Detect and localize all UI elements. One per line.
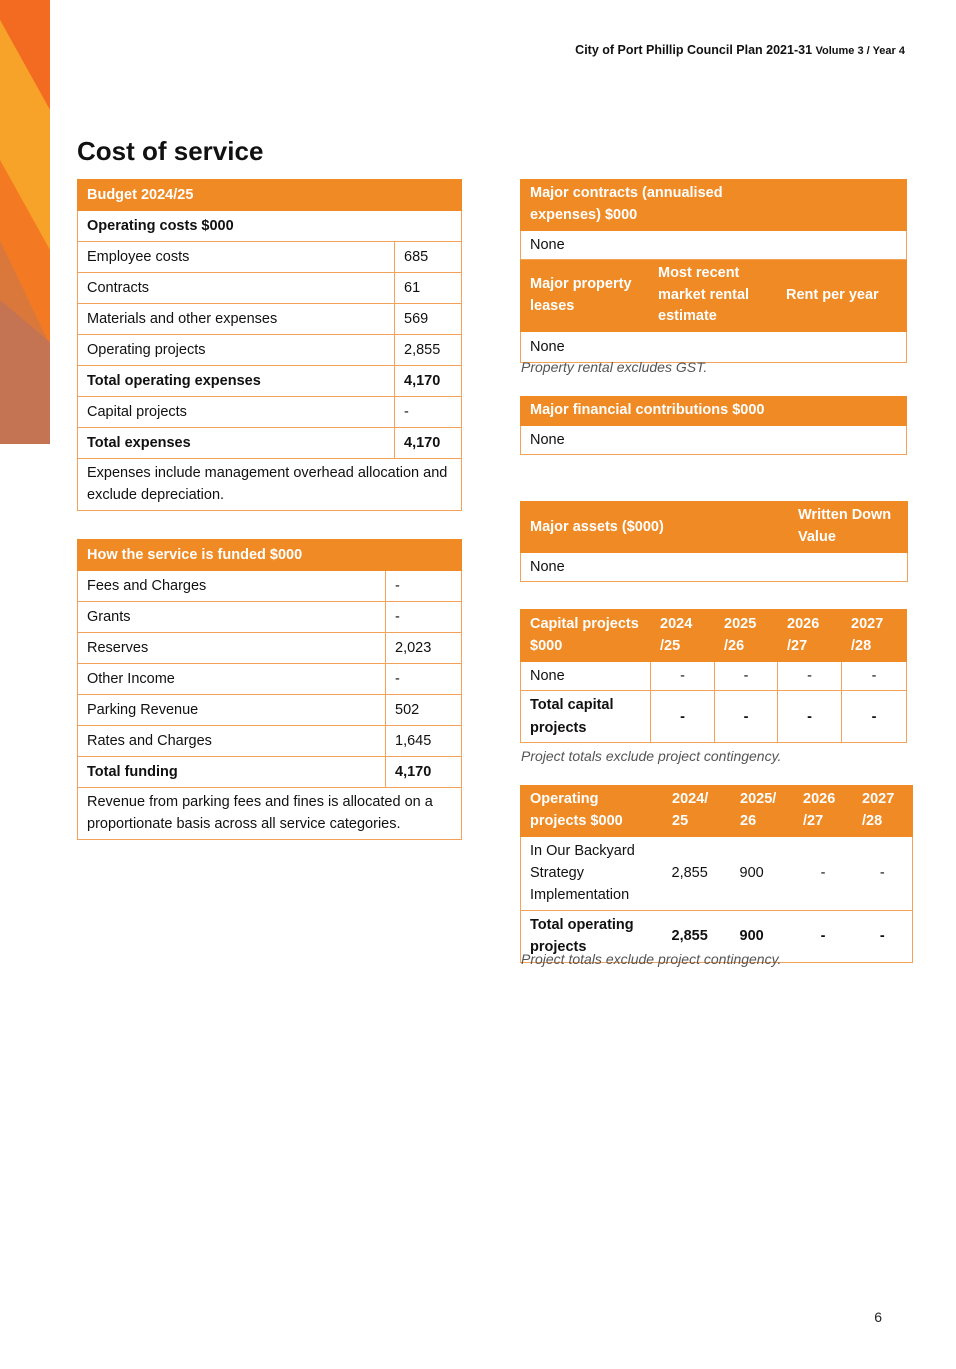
budget-table [77, 179, 462, 511]
capital-row-label: None [521, 661, 651, 690]
funding-row-label: Fees and Charges [78, 571, 386, 602]
funding-row [78, 726, 462, 757]
lease-header-1: Major property leases [521, 259, 649, 331]
contracts-table [520, 179, 907, 363]
operating-row-label: In Our Backyard Strategy Implementation [521, 836, 663, 910]
page-title: Cost of service [77, 136, 264, 166]
funding-row-value: - [386, 602, 462, 633]
funding-row [78, 602, 462, 633]
funding-row-label: Total funding [78, 757, 386, 788]
contracts-heading-empty [777, 180, 907, 231]
operating-row-2026: - [794, 836, 853, 910]
lease-note: Property rental excludes GST. [521, 359, 708, 375]
lease-value: None [521, 332, 907, 363]
funding-row-value: - [386, 664, 462, 695]
operating-note: Project totals exclude project contingency. [521, 951, 782, 967]
decorative-corner-graphic [0, 0, 50, 444]
funding-row-value: 502 [386, 695, 462, 726]
funding-heading-empty [386, 540, 462, 571]
capital-header-2024: 2024 /25 [651, 610, 715, 662]
operating-header-2027: 2027 /28 [853, 786, 913, 837]
funding-heading: How the service is funded $000 [78, 540, 386, 571]
budget-row-label: Materials and other expenses [78, 304, 395, 335]
budget-row-label: Employee costs [78, 242, 395, 273]
funding-row-value: 1,645 [386, 726, 462, 757]
budget-row-label: Contracts [78, 273, 395, 304]
contributions-heading-empty [790, 397, 907, 426]
funding-row-value: 4,170 [386, 757, 462, 788]
budget-row-value: 2,855 [395, 335, 462, 366]
assets-table [520, 501, 908, 582]
contracts-value: None [521, 230, 907, 259]
page-number: 6 [874, 1309, 882, 1325]
running-header [575, 43, 905, 57]
budget-row-label: Total operating expenses [78, 366, 395, 397]
funding-table [77, 539, 462, 840]
capital-row-2024: - [651, 661, 715, 690]
capital-total-2025: - [715, 691, 778, 743]
capital-row-2027: - [842, 661, 907, 690]
funding-row-label: Rates and Charges [78, 726, 386, 757]
budget-row-value: 4,170 [395, 428, 462, 459]
budget-row [78, 428, 462, 459]
funding-row [78, 695, 462, 726]
contributions-table [520, 396, 907, 455]
budget-row-value: 685 [395, 242, 462, 273]
lease-header-2: Most recent market rental estimate [649, 259, 777, 331]
funding-row-label: Parking Revenue [78, 695, 386, 726]
assets-value: None [521, 552, 908, 581]
operating-projects-table [520, 785, 913, 963]
capital-note: Project totals exclude project contingency. [521, 748, 782, 764]
volume-label: Volume 3 / Year 4 [815, 45, 905, 57]
operating-header-2025: 2025/ 26 [731, 786, 794, 837]
funding-row-label: Grants [78, 602, 386, 633]
capital-total-label: Total capital projects [521, 691, 651, 743]
operating-row-2027: - [853, 836, 913, 910]
funding-note: Revenue from parking fees and fines is allocated on a proportionate basis across all service categories. [78, 788, 462, 840]
funding-row-label: Reserves [78, 633, 386, 664]
assets-heading: Major assets ($000) [521, 502, 789, 553]
contributions-heading: Major financial contributions $000 [521, 397, 790, 426]
budget-heading: Budget 2024/25 [78, 180, 462, 211]
operating-row-2024: 2,855 [663, 836, 731, 910]
budget-row-label: Operating projects [78, 335, 395, 366]
funding-row [78, 664, 462, 695]
budget-row-label: Capital projects [78, 397, 395, 428]
operating-header-2026: 2026 /27 [794, 786, 853, 837]
operating-header-label: Operating projects $000 [521, 786, 663, 837]
operating-total-2026: - [794, 910, 853, 962]
funding-row-label: Other Income [78, 664, 386, 695]
capital-row-2025: - [715, 661, 778, 690]
contracts-heading: Major contracts (annualised expenses) $000 [521, 180, 777, 231]
budget-row-value: 569 [395, 304, 462, 335]
assets-col-written-down-value: Written Down Value [789, 502, 908, 553]
budget-row-value: 4,170 [395, 366, 462, 397]
document-title: City of Port Phillip Council Plan 2021-31 [575, 43, 813, 57]
budget-row [78, 242, 462, 273]
operating-total-2025: 900 [731, 910, 794, 962]
capital-header-2027: 2027 /28 [842, 610, 907, 662]
funding-row-value: - [386, 571, 462, 602]
budget-row-value: 61 [395, 273, 462, 304]
funding-row-value: 2,023 [386, 633, 462, 664]
budget-note: Expenses include management overhead allocation and exclude depreciation. [78, 459, 462, 511]
budget-row [78, 397, 462, 428]
funding-row [78, 757, 462, 788]
operating-total-label: Total operating projects [521, 910, 663, 962]
capital-total-2026: - [778, 691, 842, 743]
budget-row-value: - [395, 397, 462, 428]
capital-header-2025: 2025 /26 [715, 610, 778, 662]
capital-total-2027: - [842, 691, 907, 743]
capital-header-2026: 2026 /27 [778, 610, 842, 662]
budget-row [78, 335, 462, 366]
funding-row [78, 571, 462, 602]
budget-row [78, 304, 462, 335]
capital-total-2024: - [651, 691, 715, 743]
budget-row [78, 273, 462, 304]
capital-header-label: Capital projects $000 [521, 610, 651, 662]
contributions-value: None [521, 425, 907, 454]
funding-row [78, 633, 462, 664]
operating-total-2024: 2,855 [663, 910, 731, 962]
budget-row [78, 366, 462, 397]
operating-row-2025: 900 [731, 836, 794, 910]
operating-total-2027: - [853, 910, 913, 962]
lease-header-3: Rent per year [777, 259, 907, 331]
budget-subheading: Operating costs $000 [78, 211, 462, 242]
capital-row-2026: - [778, 661, 842, 690]
budget-row-label: Total expenses [78, 428, 395, 459]
capital-projects-table [520, 609, 907, 743]
operating-header-2024: 2024/ 25 [663, 786, 731, 837]
